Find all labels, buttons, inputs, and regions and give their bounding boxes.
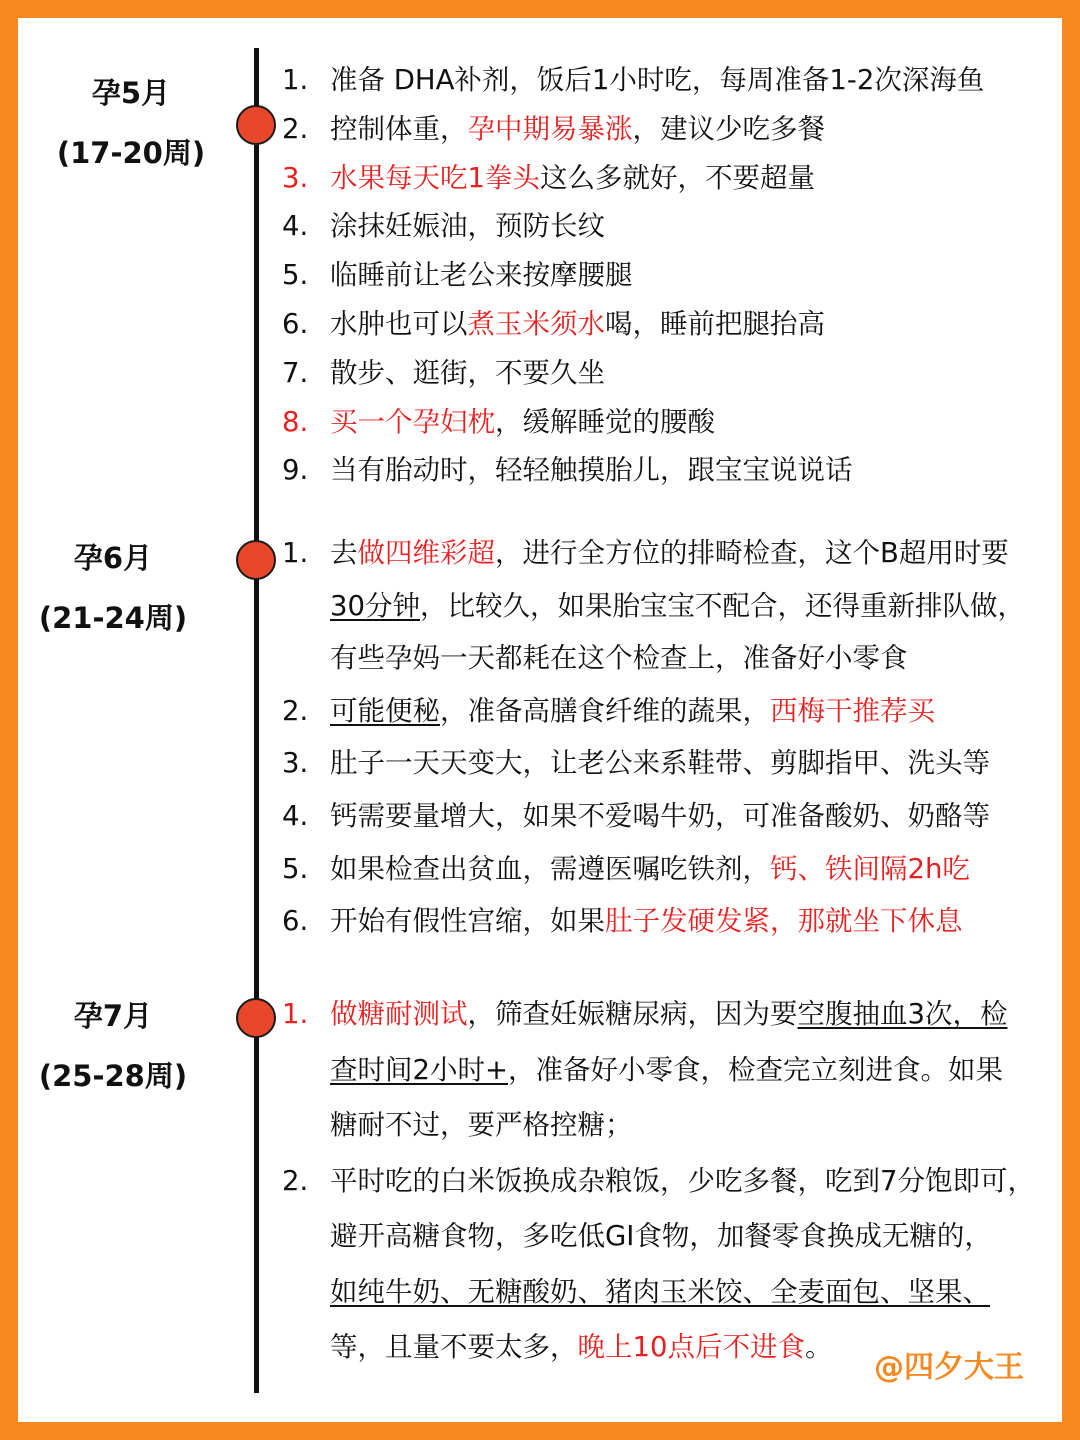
- item-number: 2.: [282, 112, 309, 145]
- week-range: (17-20周): [56, 136, 206, 170]
- item-number: 1.: [282, 64, 309, 96]
- item-number: 4.: [282, 210, 309, 243]
- text-segment: 钙需要量增大，如果不爱喝牛奶，可准备酸奶、奶酪等: [330, 799, 990, 832]
- item-number: 9.: [282, 454, 309, 487]
- text-segment: 开始有假性宫缩，如果: [330, 905, 605, 938]
- highlight-text: 肚子发硬发紧，那就坐下休息: [605, 905, 963, 938]
- text-segment: 。: [805, 1331, 833, 1363]
- item-text: [330, 251, 1072, 300]
- text-segment: 这么多就好，不要超量: [540, 161, 815, 194]
- text-segment: 去: [330, 537, 358, 569]
- timeline-line: [254, 48, 259, 1393]
- item-number: 3.: [282, 747, 309, 780]
- tips-list-month5: [282, 56, 1072, 495]
- timeline-dot-month7: [236, 998, 276, 1038]
- item-text: [330, 398, 1072, 447]
- underlined-text: 30分钟: [330, 589, 420, 622]
- list-item: [282, 895, 1072, 948]
- item-number: 5.: [282, 259, 309, 292]
- item-text: [330, 56, 1072, 105]
- highlight-text: 煮玉米须水: [467, 307, 605, 340]
- list-item: [282, 446, 1072, 495]
- period-label-month5: [36, 63, 226, 183]
- item-number: 7.: [282, 356, 309, 389]
- highlight-text: 做糖耐测试: [330, 998, 468, 1030]
- text-segment: 如果检查出贫血，需遵医嘱吃铁剂，: [330, 852, 770, 885]
- text-segment: ，准备高膳食纤维的蔬果，: [440, 694, 770, 727]
- list-item: [282, 398, 1072, 447]
- week-range: (25-28周): [38, 1059, 188, 1093]
- item-text: [330, 987, 1072, 1154]
- list-item: [282, 202, 1072, 251]
- text-segment: ，建议少吃多餐: [632, 112, 825, 145]
- tips-list-month6: [282, 527, 1072, 948]
- highlight-text: 西梅干推荐买: [770, 694, 935, 727]
- highlight-text: 水果每天吃1拳头: [330, 161, 540, 194]
- item-text: [330, 527, 1072, 685]
- item-number: 2.: [282, 694, 309, 727]
- timeline-dot-month6: [236, 540, 276, 580]
- item-text: [330, 202, 1072, 251]
- text-segment: 平时吃的白米饭换成杂粮饭，少吃多餐，吃到7分饱即可， 避开高糖食物，多吃低GI食物，加餐零食换成无糖的，: [330, 1164, 1035, 1252]
- text-segment: ，比较久，如果胎宝宝不配合，还得重新排队做， 有些孕妈一天都耗在这个检查上，准备好小零食: [330, 589, 1025, 675]
- list-item: [282, 300, 1072, 349]
- underlined-text: 如纯牛奶、无糖酸奶、猪肉玉米饺、全麦面包、坚果、: [330, 1275, 990, 1308]
- list-item: [282, 987, 1072, 1154]
- item-text: [330, 446, 1072, 495]
- item-number: 2.: [282, 1164, 309, 1197]
- month-title: 孕6月: [73, 541, 153, 575]
- item-text: [330, 790, 1072, 843]
- item-number: 8.: [282, 405, 309, 438]
- watermark: @四夕大王: [874, 1350, 1024, 1385]
- item-text: [330, 300, 1072, 349]
- highlight-text: 孕中期易暴涨: [467, 112, 633, 145]
- underlined-text: 可能便秘: [330, 694, 440, 727]
- item-number: 6.: [282, 307, 309, 340]
- item-number: 1.: [282, 537, 309, 569]
- item-text: [330, 154, 1072, 203]
- item-number: 6.: [282, 905, 309, 938]
- list-item: [282, 154, 1072, 203]
- text-segment: ，筛查妊娠糖尿病，因为要: [467, 998, 798, 1030]
- month-title: 孕7月: [73, 999, 153, 1033]
- item-text: [330, 895, 1072, 948]
- timeline-dot-month5: [236, 105, 276, 145]
- text-segment: 喝，睡前把腿抬高: [605, 307, 825, 340]
- item-number: 1.: [282, 998, 309, 1030]
- list-item: [282, 251, 1072, 300]
- item-text: [330, 349, 1072, 398]
- text-segment: 准备 DHA补剂，饭后1小时吃，每周准备1-2次深海鱼: [330, 64, 985, 96]
- week-range: (21-24周): [38, 601, 188, 635]
- item-text: [330, 105, 1072, 154]
- page: [18, 18, 1062, 1422]
- month-title: 孕5月: [91, 76, 171, 110]
- text-segment: 临睡前让老公来按摩腰腿: [330, 259, 633, 292]
- list-item: [282, 685, 1072, 738]
- highlight-text: 晚上10点后不进食: [577, 1331, 805, 1363]
- text-segment: 涂抹妊娠油，预防长纹: [330, 210, 605, 243]
- item-text: [330, 843, 1072, 896]
- list-item: [282, 737, 1072, 790]
- highlight-text: 买一个孕妇枕: [330, 405, 495, 438]
- list-item: [282, 56, 1072, 105]
- item-number: 3.: [282, 161, 309, 194]
- period-label-month7: [18, 986, 208, 1106]
- highlight-text: 做四维彩超: [357, 537, 495, 569]
- text-segment: 等，且量不要太多，: [330, 1331, 578, 1363]
- item-text: [330, 685, 1072, 738]
- text-segment: ，进行全方位的排畸检查，这个B超用时要: [495, 537, 1009, 569]
- list-item: [282, 843, 1072, 896]
- list-item: [282, 790, 1072, 843]
- text-segment: 散步、逛街，不要久坐: [330, 356, 605, 389]
- text-segment: 当有胎动时，轻轻触摸胎儿，跟宝宝说说话: [330, 454, 853, 487]
- list-item: [282, 349, 1072, 398]
- text-segment: 水肿也可以: [330, 307, 468, 340]
- text-segment: 控制体重，: [330, 112, 468, 145]
- text-segment: ，缓解睡觉的腰酸: [495, 405, 715, 438]
- tips-list-month7: [282, 987, 1072, 1376]
- item-text: [330, 737, 1072, 790]
- list-item: [282, 527, 1072, 685]
- period-label-month6: [18, 528, 208, 648]
- text-segment: ，准备好小零食，检查完立刻进食。如果 糖耐不过，要严格控糖；: [330, 1053, 1004, 1141]
- item-number: 4.: [282, 799, 309, 832]
- item-number: 5.: [282, 852, 309, 885]
- list-item: [282, 105, 1072, 154]
- text-segment: 肚子一天天变大，让老公来系鞋带、剪脚指甲、洗头等: [330, 747, 990, 780]
- underlined-text: 空腹抽血3次，检 查时间2小时+: [330, 998, 1008, 1086]
- highlight-text: 钙、铁间隔2h吃: [770, 852, 970, 885]
